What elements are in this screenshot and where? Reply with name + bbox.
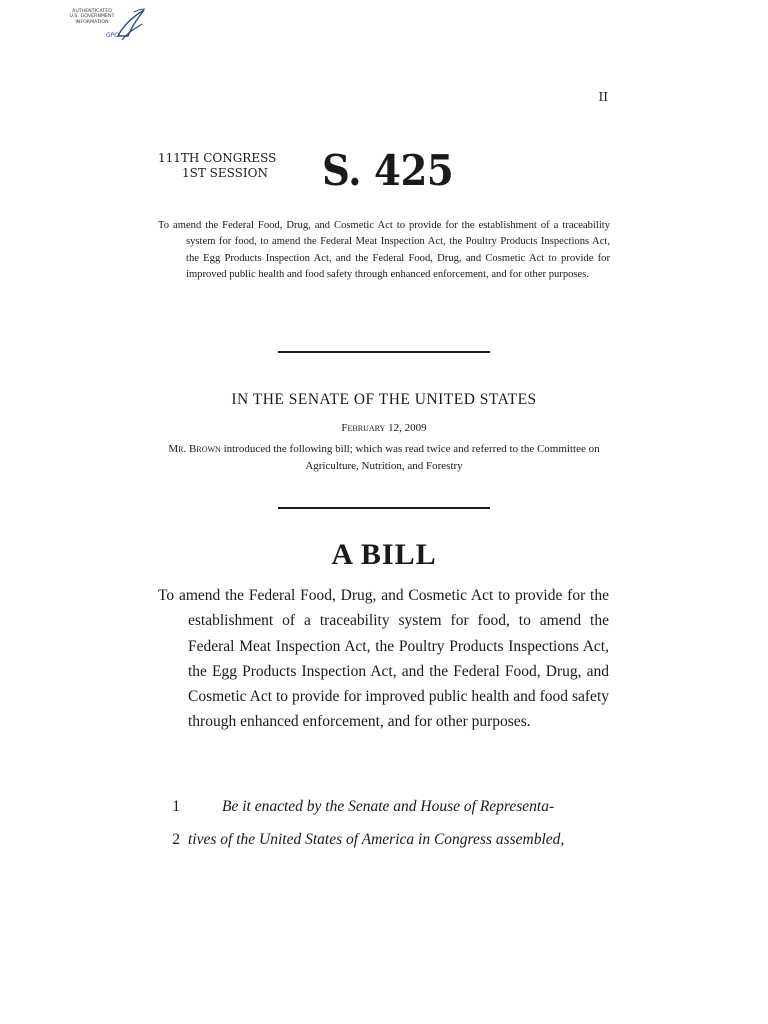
bill-summary: To amend the Federal Food, Drug, and Cosmetic Act to provide for the establishment of a traceability system for food, to amend the Federal Meat Inspection Act, the Poultry Products Inspections Act, the Egg Products Inspection Act, and the Federal Food, Drug, and Cosmetic Act to provide for improved public health and food safety through enhanced enforcement, and for other purposes.	[158, 220, 610, 281]
gpo-authentication-seal	[62, 6, 146, 46]
introduction-date: February 12, 2009	[341, 422, 427, 434]
bill-purpose: To amend the Federal Food, Drug, and Cosmetic Act to provide for the establishment of a traceability system for food, to amend the Federal Meat Inspection Act, the Poultry Products Inspections Act, the Egg Products Inspection Act, and the Federal Food, Drug, and Cosmetic Act to provide for improved public health and food safety through enhanced enforcement, and for other purposes.	[158, 587, 609, 731]
bill-heading: A BILL	[331, 538, 437, 571]
divider	[278, 507, 490, 509]
divider	[278, 351, 490, 353]
session-label: 1ST SESSION	[182, 166, 268, 180]
enacting-clause-line: tives of the United States of America in Congress assembled,	[188, 831, 565, 848]
seal-line: INFORMATION	[75, 19, 109, 25]
seal-line: U.S. GOVERNMENT	[69, 14, 115, 20]
enacting-clause-line: Be it enacted by the Senate and House of Representa-	[222, 798, 555, 815]
introduction-text: introduced the following bill; which was read twice and referred to the Committee on Agriculture, Nutrition, and Forestry	[223, 443, 600, 472]
introduction-statement	[164, 441, 604, 474]
seal-line: AUTHENTICATED	[72, 9, 112, 14]
congress-session-block	[158, 151, 276, 181]
line-number: 2	[172, 831, 180, 848]
seal-gpo-label: GPO	[106, 32, 119, 39]
seal-text	[62, 9, 122, 25]
sponsor-name: Mr. Brown	[168, 443, 221, 455]
chamber-heading: IN THE SENATE OF THE UNITED STATES	[231, 391, 537, 408]
line-number: 1	[172, 798, 180, 815]
version-mark: II	[598, 90, 608, 104]
bill-number: S. 425	[322, 146, 454, 195]
congress-label: 111TH CONGRESS	[158, 151, 277, 165]
